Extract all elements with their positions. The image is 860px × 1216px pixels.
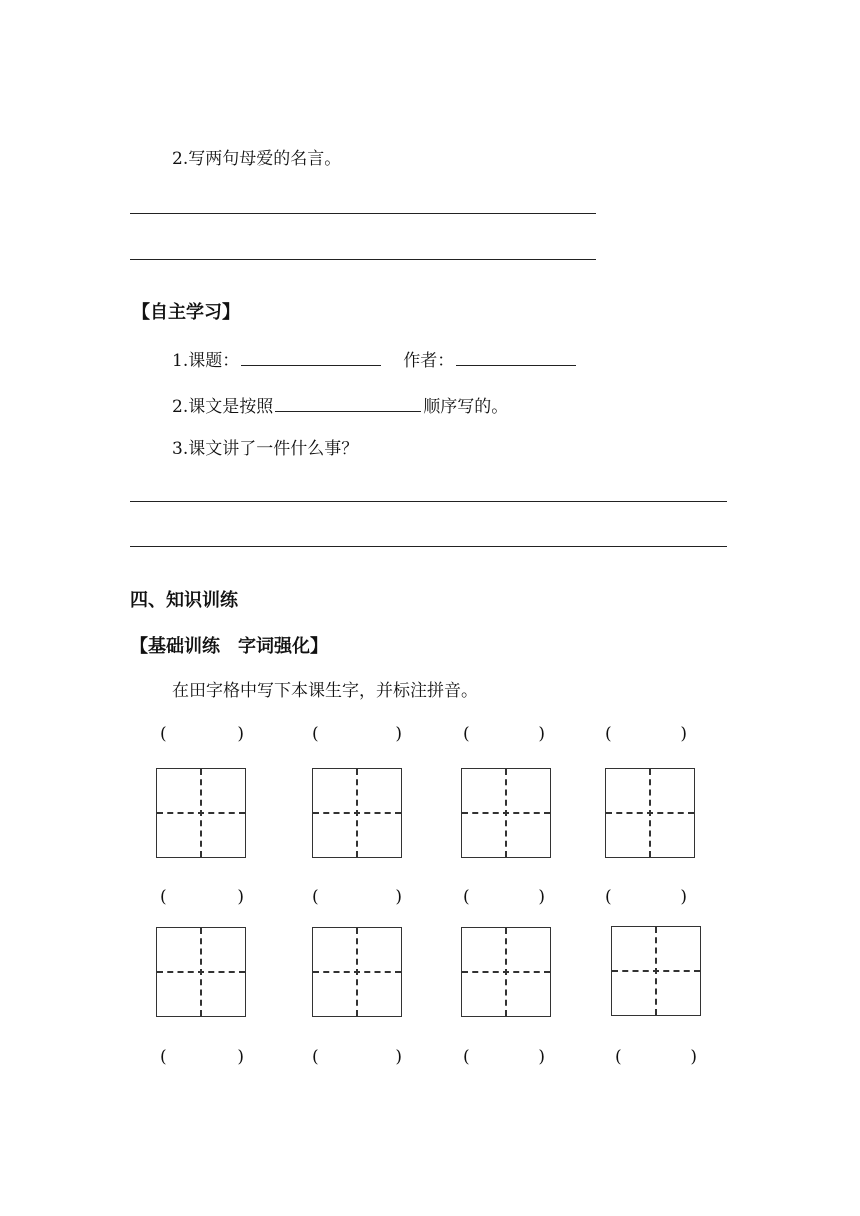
answer-line[interactable] <box>130 501 727 502</box>
pinyin-blank[interactable]: ( ) <box>463 887 545 907</box>
knowledge-training-heading: 四、知识训练 <box>130 590 238 611</box>
tianzige-grid[interactable] <box>605 768 695 858</box>
pinyin-blank[interactable]: ( ) <box>312 724 402 744</box>
pinyin-blank[interactable]: ( ) <box>463 724 545 744</box>
pinyin-blank[interactable]: ( ) <box>605 887 687 907</box>
pinyin-blank[interactable]: ( ) <box>605 724 687 744</box>
pinyin-blank[interactable]: ( ) <box>160 724 244 744</box>
writing-order-blank[interactable] <box>275 393 421 412</box>
author-label: 作者： <box>403 351 455 371</box>
basic-training-subheading: 【基础训练 字词强化】 <box>130 636 328 657</box>
writing-order-question <box>172 393 508 418</box>
answer-line[interactable] <box>130 213 596 214</box>
pinyin-blank[interactable]: ( ) <box>160 1047 244 1067</box>
answer-line[interactable] <box>130 546 727 547</box>
tianzige-grid[interactable] <box>156 927 246 1017</box>
story-summary-question: 3.课文讲了一件什么事？ <box>172 439 359 459</box>
tianzige-grid[interactable] <box>461 927 551 1017</box>
mother-love-quotes-question: 2.写两句母爱的名言。 <box>172 149 342 169</box>
tianzige-grid[interactable] <box>156 768 246 858</box>
tianzige-grid[interactable] <box>312 768 402 858</box>
tianzige-grid[interactable] <box>611 926 701 1016</box>
tianzige-grid[interactable] <box>461 768 551 858</box>
pinyin-blank[interactable]: ( ) <box>615 1047 697 1067</box>
pinyin-blank[interactable]: ( ) <box>160 887 244 907</box>
writing-order-prefix: 2.课文是按照 <box>172 397 274 417</box>
writing-order-suffix: 顺序写的。 <box>423 397 509 417</box>
title-blank[interactable] <box>241 347 381 366</box>
answer-line[interactable] <box>130 259 596 260</box>
author-blank[interactable] <box>456 347 576 366</box>
tianzige-instruction: 在田字格中写下本课生字，并标注拼音。 <box>172 681 478 701</box>
pinyin-blank[interactable]: ( ) <box>312 1047 402 1067</box>
title-author-question <box>172 347 578 372</box>
self-study-heading: 【自主学习】 <box>132 302 240 323</box>
pinyin-blank[interactable]: ( ) <box>312 887 402 907</box>
pinyin-blank[interactable]: ( ) <box>463 1047 545 1067</box>
tianzige-grid[interactable] <box>312 927 402 1017</box>
title-label: 1.课题： <box>172 351 240 371</box>
